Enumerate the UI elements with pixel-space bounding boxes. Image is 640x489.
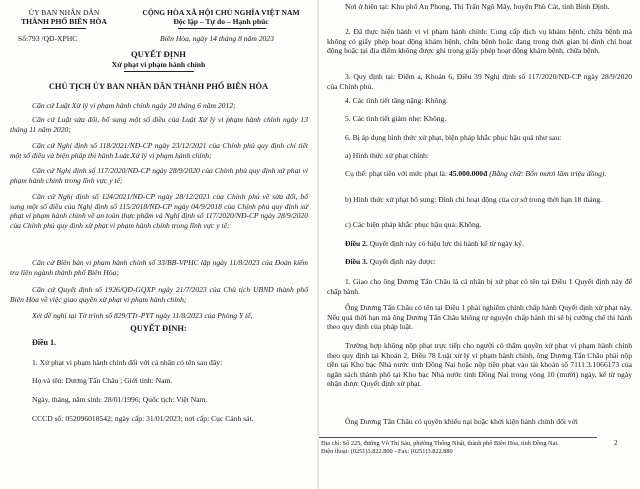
sanctions-heading: 6. Bị áp dụng hình thức xử phạt, biện pháp khắc phục hậu quả như sau: bbox=[345, 133, 562, 142]
fine-amount-line bbox=[327, 169, 632, 179]
legal-provision: 3. Quy định tại: Điểm a, Khoản 6, Điều 39 Nghị định số 117/2020/NĐ-CP ngày 28/9/2020 của Chính phủ. bbox=[327, 72, 632, 91]
page-number: 2 bbox=[614, 439, 618, 447]
nation-line-1: CỘNG HÒA XÃ HỘI CHỦ NGHĨA VIỆT NAM bbox=[142, 8, 300, 17]
nation-line-2: Độc lập – Tự do – Hạnh phúc bbox=[173, 17, 269, 26]
legal-basis-6: Căn cứ Biên bản vi phạm hành chính số 33/BB-VPHC lập ngày 11/8/2023 của Đoàn kiểm tra liên ngành thành phố Biên Hòa; bbox=[10, 258, 308, 277]
article-3 bbox=[345, 257, 436, 266]
legal-basis-8: Xét đề nghị tại Tờ trình số 829/TTr-PYT ngày 11/8/2023 của Phòng Y tế, bbox=[32, 311, 253, 320]
article-3-label: Điều 3. bbox=[345, 257, 368, 266]
national-motto bbox=[128, 8, 314, 26]
legal-basis-4: Căn cứ Nghị định số 117/2020/NĐ-CP ngày 28/9/2020 của Chính phủ quy định xử phạt vi phạm hành chính trong lĩnh vực y tế; bbox=[10, 166, 308, 185]
subject-underline bbox=[124, 71, 194, 72]
aggravating-factors: 4. Các tình tiết tăng nặng: Không. bbox=[345, 96, 448, 105]
additional-sanction: b) Hình thức xử phạt bổ sung: Đình chỉ hoạt động của cơ sở trong thời hạn 18 tháng. bbox=[345, 195, 603, 204]
article-2-label: Điều 2. bbox=[345, 239, 368, 248]
issue-date: Biên Hòa, ngày 14 tháng 8 năm 2023 bbox=[160, 34, 274, 43]
violation-description: 2. Đã thực hiện hành vi vi phạm hành chính: Cung cấp dịch vụ khám bệnh, chữa bệnh mà không có giấy phép hoạt động khám bệnh, chữa bệnh hoặc đang trong thời gian bị đình chỉ hoạt động hoặc tại địa điểm không được ghi trong giấy phép hoạt động khám bệnh, chữa bệnh. bbox=[327, 27, 632, 56]
issuing-authority: CHỦ TỊCH ỦY BAN NHÂN DÂN THÀNH PHỐ BIÊN HÒA bbox=[48, 82, 269, 91]
fine-amount: 45.000.000đ bbox=[448, 169, 488, 178]
mitigating-factors: 5. Các tình tiết giảm nhẹ: Không. bbox=[345, 114, 447, 123]
residence: Nơi ở hiện tại: Khu phố An Phong, Thị Trấn Ngô Mây, huyện Phù Cát, tỉnh Bình Định. bbox=[345, 2, 610, 11]
fine-prefix: Cụ thể: phạt tiền với mức phạt là: bbox=[345, 169, 449, 178]
article-1-heading: Điều 1. bbox=[32, 338, 56, 347]
motto-underline bbox=[178, 28, 266, 29]
main-sanction: a) Hình thức xử phạt chính: bbox=[345, 151, 429, 160]
legal-basis-7: Căn cứ Quyết định số 1926/QĐ-GQXP ngày 21/7/2023 của Chủ tịch UBND thành phố Biên Hòa về việc giao quyền xử phạt vi phạm hành chính; bbox=[10, 285, 308, 304]
article-3-item-1: 1. Giao cho ông Dương Tấn Châu là cá nhân bị xử phạt có tên tại Điều 1 Quyết định này để chấp hành. bbox=[327, 277, 632, 296]
legal-basis-5: Căn cứ Nghị định số 124/2021/NĐ-CP ngày 28/12/2021 của Chính phủ về sửa đổi, bổ sung một số điều của Nghị định số 115/2018/NĐ-CP ngày 04/9/2018 của Chính phủ quy định xử phạt vi phạm hành chính về an toàn thực phẩm và Nghị định số 117/2020/NĐ-CP ngày 28/9/2020 của Chính phủ quy định xử phạt vi phạm hành chính trong lĩnh vực y tế; bbox=[10, 192, 308, 230]
footer-address: Địa chỉ: Số 225, đường Võ Thị Sáu, phường Thống Nhất, thành phố Biên Hòa, tỉnh Đồng Nai. bbox=[321, 440, 559, 447]
agency-underline bbox=[42, 28, 86, 29]
document-page-2 bbox=[319, 0, 640, 489]
violator-id: CCCD số: 052096018542; ngày cấp: 31/01/2023; nơi cấp: Cục Cảnh sát. bbox=[32, 414, 254, 423]
violator-birth: Ngày, tháng, năm sinh: 28/01/1996; Quốc tịch: Việt Nam. bbox=[32, 395, 208, 404]
article-1-item-1: 1. Xử phạt vi phạm hành chính đối với cá nhân có tên sau đây: bbox=[32, 358, 223, 367]
agency-name bbox=[14, 8, 114, 26]
article-3-text: Quyết định này được: bbox=[367, 257, 436, 266]
fine-in-words: (Bằng chữ: Bốn mươi lăm triệu đồng). bbox=[487, 169, 607, 178]
article-2 bbox=[345, 239, 524, 248]
document-page-1 bbox=[0, 0, 317, 489]
article-2-text: Quyết định này có hiệu lực thi hành kể từ ngày ký. bbox=[367, 239, 524, 248]
remedial-measures: c) Các biện pháp khắc phục hậu quả: Không. bbox=[345, 220, 482, 229]
article-3-appeal: Ông Dương Tấn Châu có quyền khiếu nại hoặc khởi kiện hành chính đối với bbox=[345, 417, 578, 426]
violator-name: Họ và tên: Dương Tấn Châu ; Giới tính: Nam. bbox=[32, 376, 173, 385]
reference-number: Số:793 /QĐ-XPHC bbox=[18, 34, 78, 43]
legal-basis-1: Căn cứ Luật Xử lý vi phạm hành chính ngày 20 tháng 6 năm 2012; bbox=[32, 101, 236, 110]
article-3-compliance: Ông Dương Tấn Châu có tên tại Điều 1 phải nghiêm chỉnh chấp hành Quyết định xử phạt này. Nếu quá thời hạn mà ông Dương Tấn Châu không tự nguyện chấp hành thì sẽ bị cưỡng chế thi hành theo quy định của pháp luật. bbox=[327, 303, 632, 332]
legal-basis-2: Căn cứ Luật sửa đổi, bổ sung một số điều của Luật Xử lý vi phạm hành chính ngày 13 tháng 11 năm 2020; bbox=[10, 115, 308, 134]
agency-line-1: ỦY BAN NHÂN DÂN bbox=[28, 8, 100, 17]
document-type: QUYẾT ĐỊNH bbox=[131, 49, 186, 59]
footer-rule bbox=[319, 437, 597, 438]
document-subject: Xử phạt vi phạm hành chính bbox=[111, 60, 206, 69]
legal-basis-3: Căn cứ Nghị định số 118/2021/NĐ-CP ngày 23/12/2021 của Chính phủ quy định chi tiết một số điều và biện pháp thi hành Luật Xử lý vi phạm hành chính; bbox=[10, 141, 308, 160]
footer-phone: Điện thoại: (0251)3.822.800 - Fax: (0251)3.822.880 bbox=[321, 448, 453, 455]
article-3-payment: Trường hợp không nộp phạt trực tiếp cho người có thẩm quyền xử phạt vi phạm hành chính theo quy định tại Khoản 2, Điều 78 Luật xử lý vi phạm hành chính, ông Dương Tấn Châu phải nộp tiền tại Kho bạc Nhà nước tỉnh Đồng Nai hoặc nộp tiền phạt vào tài khoản số 7111.3.1066173 của ngân sách thành phố tại Kho bạc Nhà nước tỉnh Đồng Nai trong vòng 10 (mười) ngày, kể từ ngày nhận được Quyết định xử phạt. bbox=[327, 341, 632, 389]
decision-heading: QUYẾT ĐỊNH: bbox=[130, 324, 187, 333]
agency-line-2: THÀNH PHỐ BIÊN HÒA bbox=[21, 17, 107, 26]
